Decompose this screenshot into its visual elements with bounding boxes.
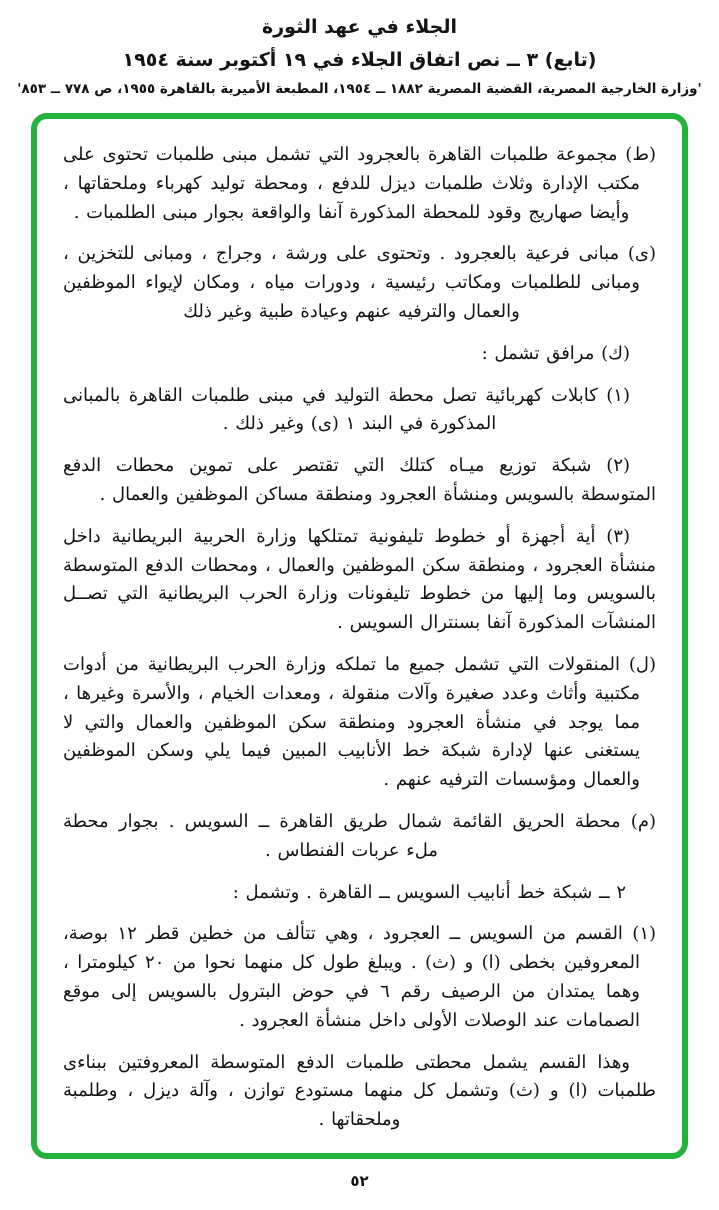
paragraph-marker: (١): [622, 923, 657, 945]
paragraph: (١) القسم من السويس ــ العجرود ، وهي تتألف من خطين قطر ١٢ بوصة، المعروفين بخطى (ا) و (ث) . ويبلغ طول كل منهما نحوا من ٢٠ كيلومترا ، وهما يمتدان من الرصيف رقم ٦ في حوض البترول بالسويس إلى موقع الصمامات عند الوصلات الأولى داخل منشأة العجرود .: [63, 923, 657, 1031]
paragraph-marker: (ل): [619, 654, 656, 675]
paragraph: (٢) شبكة توزيع ميـاه كتلك التي تقتصر على تموين محطات الدفع المتوسطة بالسويس ومنشأة العجرود ومنطقة مساكن الموظفين والعمال .: [63, 455, 656, 506]
paragraph-marker: (ك): [594, 342, 630, 364]
paragraph-marker: (٣): [595, 525, 630, 547]
paragraph: (ل) المنقولات التي تشمل جميع ما تملكه وزارة الحرب البريطانية من أدوات مكتبية وأثاث وعدد صغيرة وآلات منقولة ، ومعدات الخيام ، والأسرة وغيرها ، مما يوجد في منشأة العجرود ومنطقة سكن الموظفين والعمال والتي لا يستغنى عنها لإدارة شبكة خط الأنابيب المبين فيما يلي وسكن الموظفين والعمال ومؤسسات الترفيه عنهم .: [63, 654, 656, 791]
paragraph: (ط) مجموعة طلمبات القاهرة بالعجرود التي تشمل مبنى طلمبات تحتوى على مكتب الإدارة وثلاث طلمبات ديزل للدفع ، ومحطة توليد كهرباء وملحقاتها ، وأيضا صهاريج وقود للمحطة المذكورة آنفا والواقعة بجوار مبنى الطلمبات .: [63, 144, 656, 223]
document-body: [63, 141, 656, 1135]
green-frame: [31, 113, 688, 1159]
paragraph: وهذا القسم يشمل محطتى طلمبات الدفع المتوسطة المعروفتين ببناءى طلمبات (ا) و (ث) وتشمل كل منهما مستودع توازن ، وآلة ديزل ، وطلمبة وملحقاتها .: [63, 1051, 656, 1131]
paragraph-marker: (م): [620, 810, 656, 832]
paragraph: (ى) مبانى فرعية بالعجرود . وتحتوى على ورشة ، وجراج ، ومبانى للتخزين ، ومبانى للطلمبات ومكاتب رئيسية ، ودورات مياه ، ومكان لإيواء الموظفين والعمال والترفيه عنهم وعيادة طبية وغير ذلك: [63, 243, 656, 323]
paragraph-marker: (٢): [591, 455, 631, 477]
paragraph: (ك) مرافق تشمل :: [481, 342, 630, 364]
paragraph: (م) محطة الحريق القائمة شمال طريق القاهرة ــ السويس . بجوار محطة ملء عربات الفنطاس .: [63, 810, 656, 861]
paragraph: ٢ ــ شبكة خط أنابيب السويس ــ القاهرة . وتشمل :: [232, 881, 626, 903]
paragraph: (١) كابلات كهربائية تصل محطة التوليد في مبنى طلمبات القاهرة بالمبانى المذكورة في البند ١ (ى) وغير ذلك .: [63, 384, 630, 435]
page-number: ٥٢: [350, 1171, 369, 1190]
document-title: الجلاء في عهد الثورة: [262, 16, 457, 38]
paragraph-marker: (ى): [619, 243, 656, 265]
paragraph-marker: ٢ ــ: [592, 881, 626, 903]
paragraph: (٣) أية أجهزة أو خطوط تليفونية تمتلكها وزارة الحربية البريطانية داخل منشأة العجرود ، ومنطقة سكن الموظفين والعمال ، ومحطات الدفع المتوسطة بالسويس وما إليها من خطوط تليفونات وزارة الحرب البريطانية التي تصــل المنشآت المذكورة آنفا بسنترال السويس .: [63, 525, 656, 634]
document-subtitle: (تابع) ٣ ــ نص اتفاق الجلاء في ١٩ أكتوبر سنة ١٩٥٤: [122, 48, 597, 71]
paragraph-marker: (١): [597, 384, 630, 406]
paragraph-marker: (ط): [617, 144, 656, 166]
document-header: [0, 0, 719, 97]
document-source-citation: 'وزارة الخارجية المصرية، القضية المصرية ١٨٨٢ ــ ١٩٥٤، المطبعة الأميرية بالقاهرة ١٩٥٥، ص ٧٧٨ ــ ٨٥٣': [17, 81, 702, 98]
